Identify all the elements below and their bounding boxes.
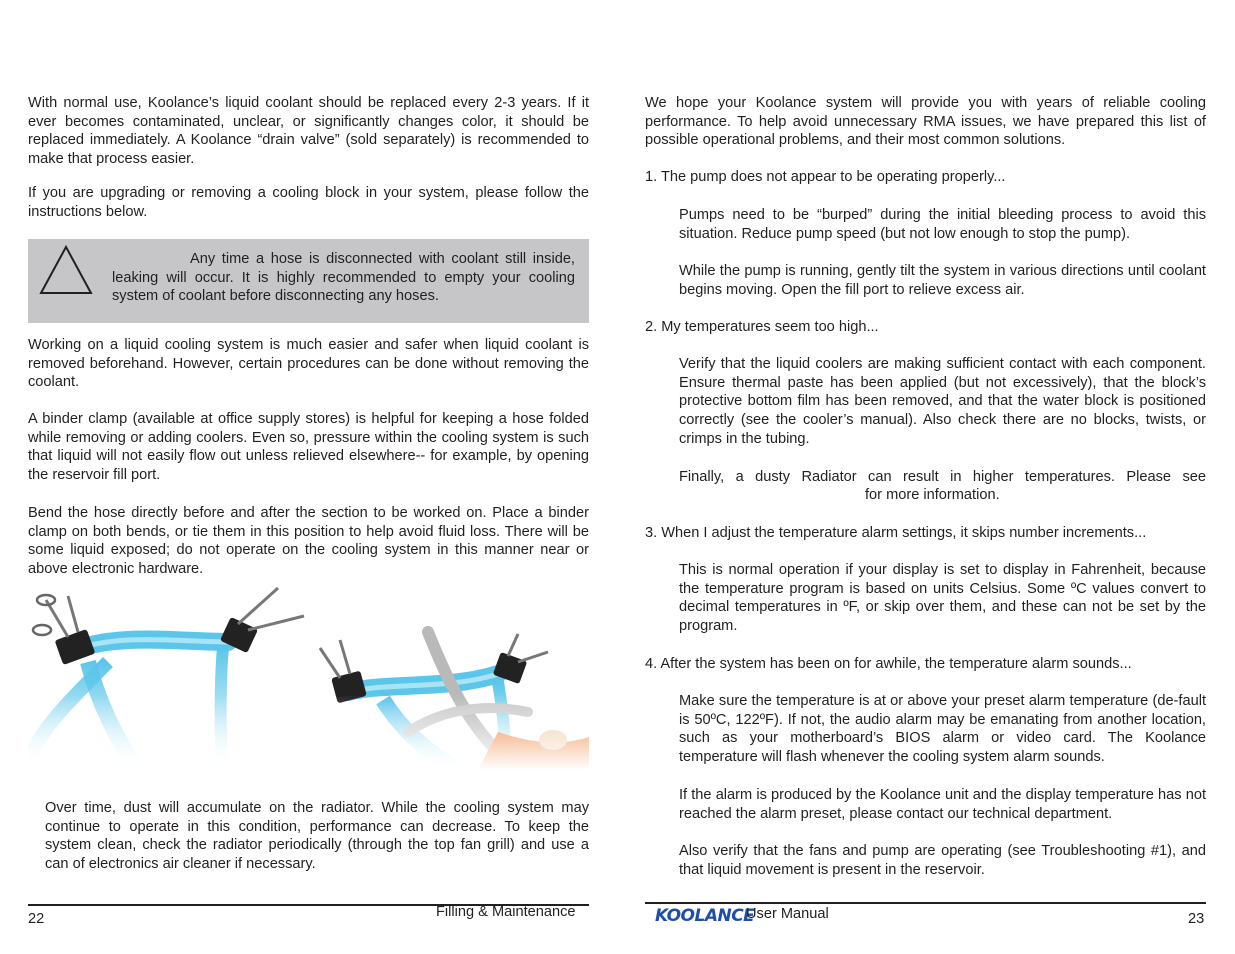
problem-2-heading: 2. My temperatures seem too high... bbox=[645, 319, 879, 335]
upgrade-instructions-paragraph: If you are upgrading or removing a cooling block in your system, please follow the instructions below. bbox=[28, 185, 589, 220]
warning-text: Any time a hose is disconnected with coolant still inside, leaking will occur. It is highly recommended to empty your cooling system of coolant before disconnecting any hoses. bbox=[112, 251, 575, 305]
problem-4-solution-b: If the alarm is produced by the Koolance unit and the display temperature has not reached the alarm preset, please contact our technical department. bbox=[679, 787, 1206, 822]
coolant-replacement-paragraph: With normal use, Koolance’s liquid coolant should be replaced every 2-3 years. If it ever becomes contaminated, unclear, or significantly changes color, it should be replaced immediately. A Koolance “drain valve” (sold separately) is recommended to make that process easier. bbox=[28, 95, 589, 168]
problem-2-solution-b-line2: for more information. bbox=[865, 487, 1000, 503]
radiator-dust-paragraph: Over time, dust will accumulate on the radiator. While the cooling system may continue to operate in this condition, performance can decrease. To keep the system clean, check the radiator periodically (through the top fan grill) and use a can of electronics air cleaner if necessary. bbox=[45, 800, 589, 873]
problem-4-solution-c: Also verify that the fans and pump are operating (see Troubleshooting #1), and that liquid movement is present in the reservoir. bbox=[679, 843, 1206, 878]
hose-clamp-illustration bbox=[28, 582, 589, 770]
problem-3-solution: This is normal operation if your display is set to display in Fahrenheit, because the temperature program is based on units Celsius. Some ºC values convert to decimal temperatures in ºF, or skip over them, and these can not be set by the program. bbox=[679, 562, 1206, 635]
warning-box bbox=[28, 239, 589, 323]
problem-2-solution-b-line1: Finally, a dusty Radiator can result in higher temperatures. Please see bbox=[679, 469, 1206, 485]
problem-4-solution-a: Make sure the temperature is at or above your preset alarm temperature (de-fault is 50ºC, 122ºF). If not, the audio alarm may be emanating from another location, such as your motherboard’s BIOS alarm or video card. The Koolance temperature will flash whenever the cooling system alarm sounds. bbox=[679, 693, 1206, 766]
troubleshooting-intro: We hope your Koolance system will provide you with years of reliable cooling performance. To help avoid unnecessary RMA issues, we have prepared this list of possible operational problems, and their most common solutions. bbox=[645, 95, 1206, 149]
bend-hose-paragraph: Bend the hose directly before and after the section to be worked on. Place a binder clamp on both bends, or tie them in this position to help avoid fluid loss. There will be some liquid exposed; do not operate on the cooling system in this manner near or above electronic hardware. bbox=[28, 505, 589, 578]
problem-2-solution-a: Verify that the liquid coolers are making sufficient contact with each component. Ensure thermal paste has been applied (but not excessively), that the block’s protective bottom film has been removed, and that the water block is positioned correctly (see the cooler’s manual). Also check there are no blocks, twists, or crimps in the tubing. bbox=[679, 356, 1206, 447]
section-title-left: Filling & Maintenance bbox=[436, 904, 576, 920]
page-number-right: 23 bbox=[1188, 911, 1205, 927]
binder-clamp-paragraph: A binder clamp (available at office supply stores) is helpful for keeping a hose folded while removing or adding coolers. Even so, pressure within the cooling system is such that liquid will not easily flow out unless relieved elsewhere-- for example, by opening the reservoir fill port. bbox=[28, 411, 589, 484]
problem-4-heading: 4. After the system has been on for awhile, the temperature alarm sounds... bbox=[645, 656, 1132, 672]
problem-1-solution-a: Pumps need to be “burped” during the initial bleeding process to avoid this situation. Reduce pump speed (but not low enough to stop the pump). bbox=[679, 207, 1206, 242]
section-title-right: User Manual bbox=[746, 906, 829, 922]
problem-1-heading: 1. The pump does not appear to be operating properly... bbox=[645, 169, 1006, 185]
problem-3-heading: 3. When I adjust the temperature alarm settings, it skips number increments... bbox=[645, 525, 1147, 541]
draining-paragraph: Working on a liquid cooling system is much easier and safer when liquid coolant is removed beforehand. However, certain procedures can be done without removing the coolant. bbox=[28, 337, 589, 391]
warning-triangle-icon bbox=[38, 243, 100, 299]
page-number-left: 22 bbox=[28, 911, 45, 927]
footer-rule-right bbox=[645, 902, 1206, 904]
koolance-logo: KOOLANCE bbox=[655, 906, 755, 926]
problem-1-solution-b: While the pump is running, gently tilt the system in various directions until coolant begins moving. Open the fill port to relieve excess air. bbox=[679, 263, 1206, 298]
